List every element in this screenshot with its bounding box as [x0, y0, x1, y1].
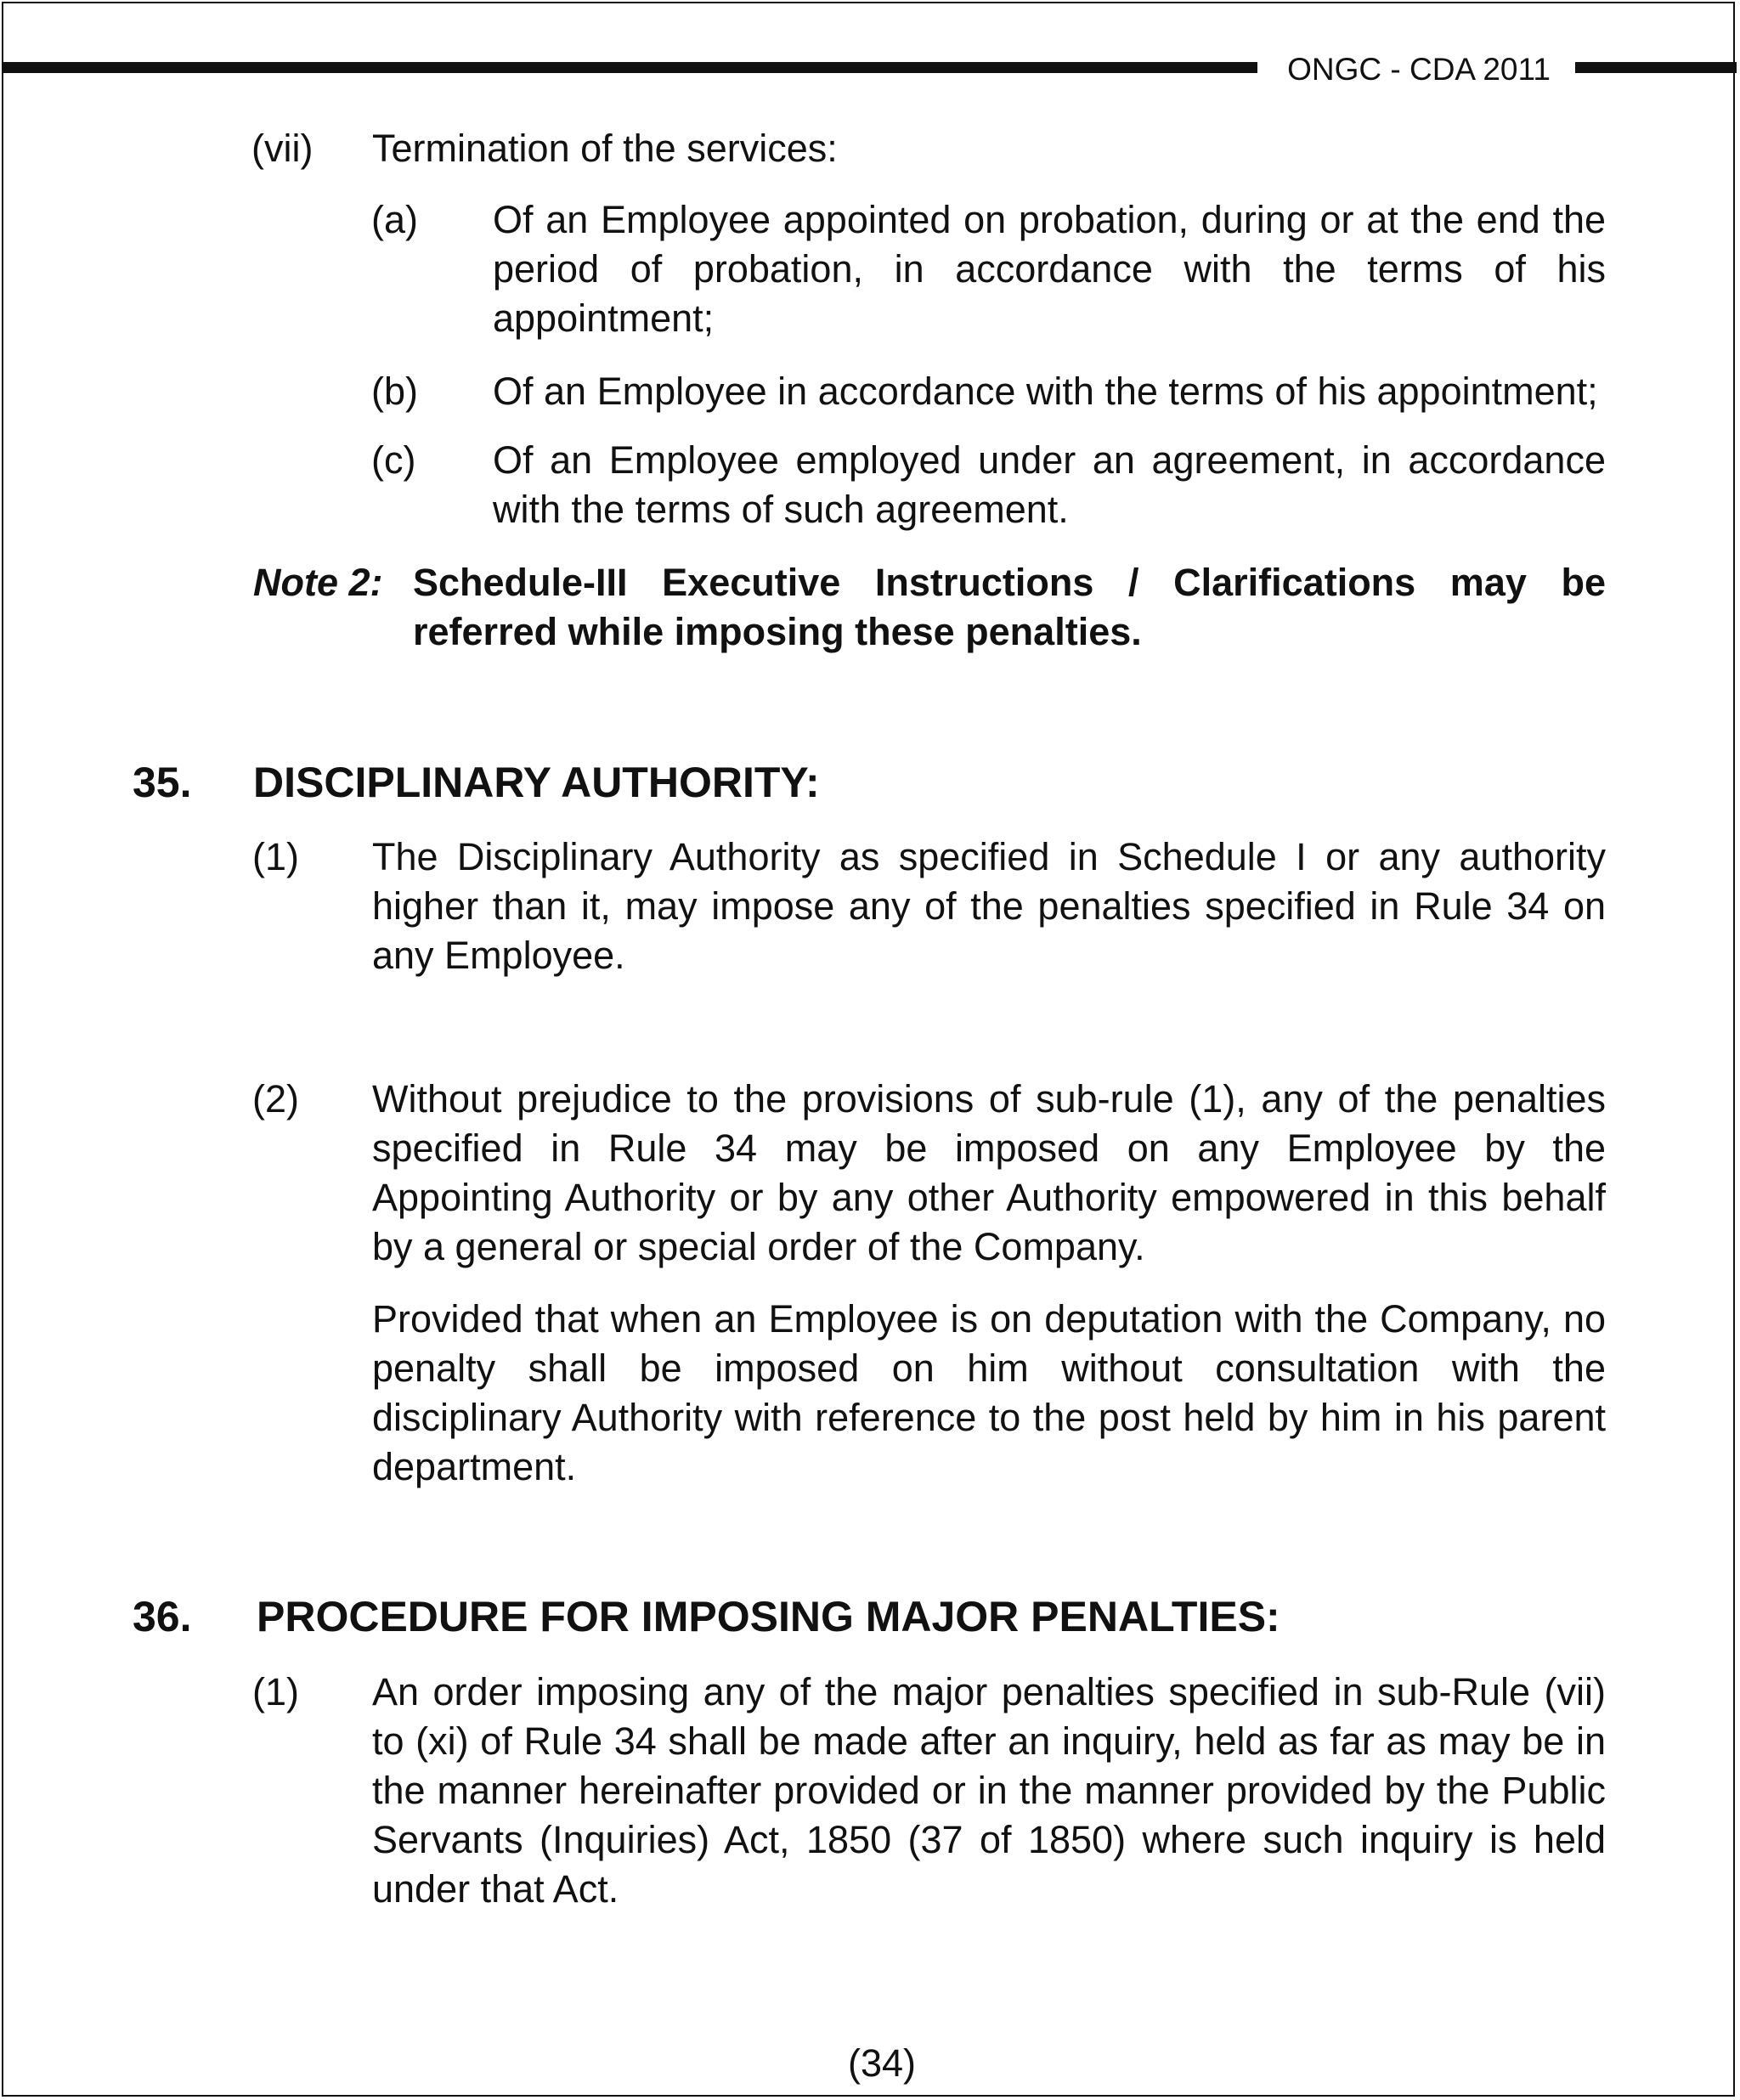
note-2-label: Note 2:: [253, 561, 383, 604]
clause-vii-b-label: (b): [371, 370, 418, 413]
clause-vii-label: (vii): [251, 127, 314, 170]
clause-vii-c-text: Of an Employee employed under an agreement, in accordance with the terms of such agreement.: [493, 438, 1606, 531]
header-rule-left: [2, 62, 1257, 73]
section-35-item-1-text: The Disciplinary Authority as specified in Schedule I or any authority higher than it, may impose any of the penalties specified in Rule 34 on any Employee.: [372, 835, 1606, 977]
section-36-item-1-text: An order imposing any of the major penalties specified in sub-Rule (vii) to (xi) of Rule 34 shall be made after an inquiry, held as far as may be in the manner hereinafter provided or in the manner provided by the Public Servants (Inquiries) Act, 1850 (37 of 1850) where such inquiry is held under that Act.: [372, 1670, 1606, 1911]
page-number: (34): [847, 2041, 917, 2085]
clause-vii-text: Termination of the services:: [372, 127, 838, 170]
clause-vii-c-label: (c): [371, 438, 416, 482]
section-35-item-1-label: (1): [252, 835, 299, 878]
section-35-proviso: Provided that when an Employee is on deputation with the Company, no penalty shall be imposed on him without consultation with the disciplinary Authority with reference to the post held by him in his parent department.: [372, 1297, 1606, 1488]
section-35-item-2-label: (2): [252, 1077, 299, 1121]
section-36-number: 36.: [133, 1593, 192, 1640]
note-2-text: Schedule-III Executive Instructions / Clarifications may be referred while imposing these penalties.: [413, 561, 1606, 653]
section-35-number: 35.: [133, 759, 192, 806]
section-35-title: DISCIPLINARY AUTHORITY:: [253, 759, 820, 806]
clause-vii-a-text: Of an Employee appointed on probation, during or at the end the period of probation, in accordance with the terms of his appointment;: [493, 198, 1606, 340]
header-rule-right: [1575, 62, 1737, 73]
section-36-item-1-label: (1): [252, 1670, 299, 1713]
section-36-title: PROCEDURE FOR IMPOSING MAJOR PENALTIES:: [257, 1593, 1280, 1640]
section-35-item-2-text: Without prejudice to the provisions of sub-rule (1), any of the penalties specified in Rule 34 may be imposed on any Employee by the Appointing Authority or by any other Authority empowered in this behalf by a general or special order of the Company.: [372, 1077, 1606, 1268]
header-title: ONGC - CDA 2011: [1287, 52, 1551, 87]
clause-vii-b-text: Of an Employee in accordance with the terms of his appointment;: [493, 370, 1598, 413]
clause-vii-a-label: (a): [371, 198, 418, 241]
